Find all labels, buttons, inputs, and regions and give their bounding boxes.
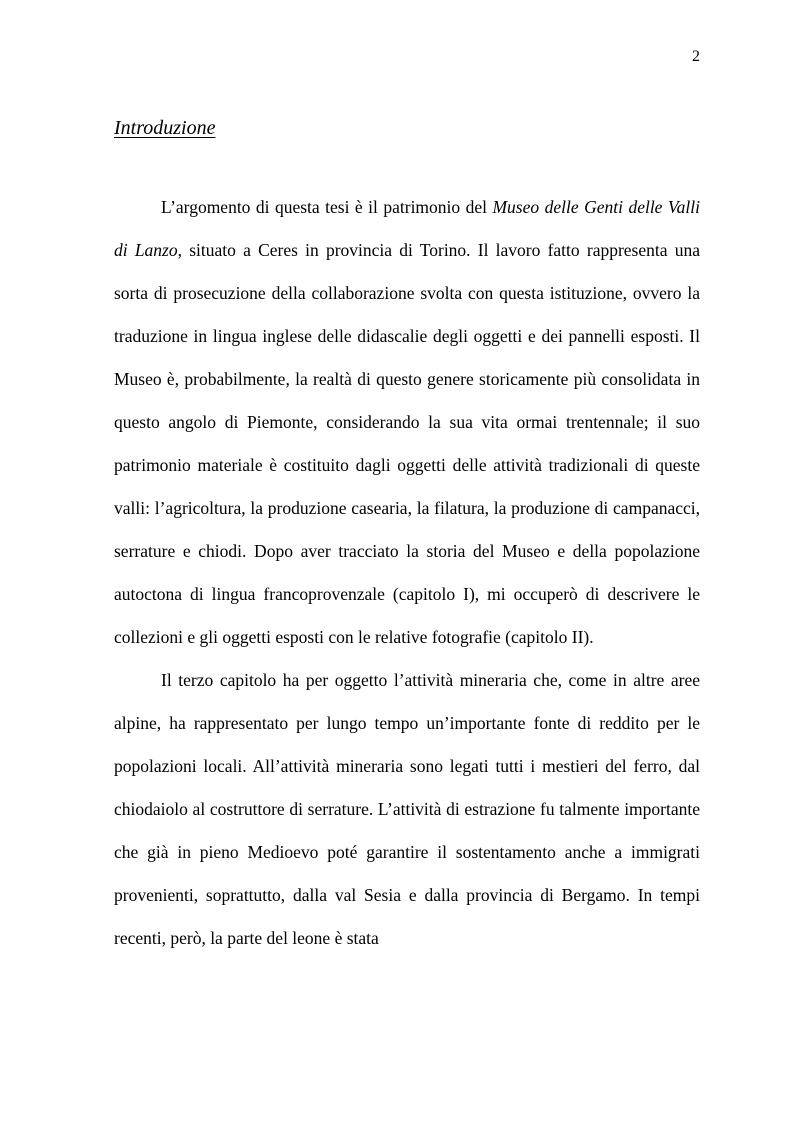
paragraph-1-text-end: , situato a Ceres in provincia di Torino. Il lavoro fatto rappresenta una sorta di prosecuzione della collaborazione svolta con questa istituzione, ovvero la traduzione in lingua inglese delle didascalie degli oggetti e dei pannelli esposti. Il Museo è, probabilmente, la realtà di questo genere storicamente più consolidata in questo angolo di Piemonte, considerando la sua vita ormai trentennale; il suo patrimonio materiale è costituito dagli oggetti delle attività tradizionali di queste valli: l’agricoltura, la produzione casearia, la filatura, la produzione di campanacci, serrature e chiodi. Dopo aver tracciato la storia del Museo e della popolazione autoctona di lingua francoprovenzale (capitolo I), mi occuperò di descrivere le collezioni e gli oggetti esposti con le relative fotografie (capitolo II). [114,240,701,647]
page-number: 2 [692,48,700,65]
paragraph-1 [114,186,700,659]
paragraph-1-text-start: L’argomento di questa tesi è il patrimonio del [161,197,493,217]
body-text [114,186,700,960]
section-heading: Introduzione [114,117,216,139]
paragraph-2: Il terzo capitolo ha per oggetto l’attività mineraria che, come in altre aree alpine, ha rappresentato per lungo tempo un’importante fonte di reddito per le popolazioni locali. All’attività mineraria sono legati tutti i mestieri del ferro, dal chiodaiolo al costruttore di serrature. L’attività di estrazione fu talmente importante che già in pieno Medioevo poté garantire il sostentamento anche a immigrati provenienti, soprattutto, dalla val Sesia e dalla provincia di Bergamo. In tempi recenti, però, la parte del leone è stata [114,670,700,948]
museum-name-italic: Museo delle Genti delle Valli di Lanzo [114,197,701,260]
